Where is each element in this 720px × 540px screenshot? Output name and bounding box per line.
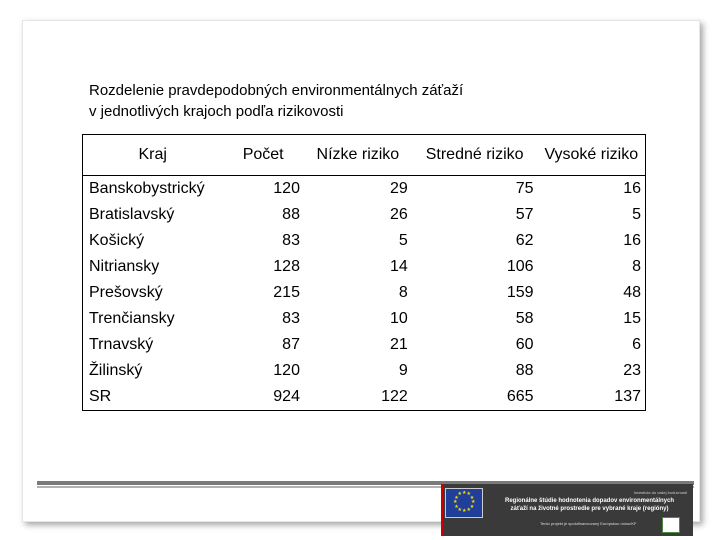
table-cell: 58 (515, 310, 534, 327)
table-cell: 57 (515, 206, 534, 223)
table-row (83, 384, 646, 411)
risk-table (82, 134, 646, 411)
table-cell: 26 (389, 206, 408, 223)
table-row (83, 254, 646, 280)
table-row (83, 280, 646, 306)
table-cell: 120 (273, 180, 300, 197)
table-cell: 665 (506, 388, 534, 405)
table-cell: 29 (389, 180, 408, 197)
table-header-row (83, 135, 646, 176)
table-row (83, 358, 646, 384)
table-cell: 10 (389, 310, 408, 327)
region-name: Žilinský (89, 362, 143, 379)
table-cell: 120 (273, 362, 300, 379)
table-cell: 6 (632, 336, 641, 353)
table-cell: 83 (282, 310, 300, 327)
footer-project-text (492, 489, 687, 513)
region-name: SR (89, 388, 112, 405)
table-cell: 23 (623, 362, 641, 379)
footer-project-line-1: Regionálne štúdie hodnotenia dopadov environmentálnych (504, 498, 675, 504)
table-cell: 128 (273, 258, 300, 275)
title-line-1: Rozdelenie pravdepodobných environmentálnych záťaží (89, 82, 464, 99)
table-cell: 924 (273, 388, 300, 405)
table-cell: 87 (282, 336, 300, 353)
title-line-2: v jednotlivých krajoch podľa rizikovosti (89, 103, 344, 120)
table-cell: 9 (398, 362, 408, 379)
footer-note: Tento projekt je spolufinancovaný Európskou úniou/KF (540, 521, 637, 526)
table-cell: 16 (623, 180, 641, 197)
table-cell: 5 (632, 206, 641, 223)
table-cell: 137 (614, 388, 641, 405)
table-cell: 5 (398, 232, 408, 249)
table-cell: 8 (398, 284, 408, 301)
header-nizke: Nízke riziko (304, 135, 412, 176)
slide-title (89, 80, 463, 122)
region-name: Trenčiansky (89, 310, 175, 327)
header-vysoke: Vysoké riziko (538, 135, 646, 176)
table-cell: 75 (515, 180, 534, 197)
table-cell: 15 (623, 310, 641, 327)
table-cell: 60 (515, 336, 534, 353)
table-cell: 122 (381, 388, 408, 405)
table-row (83, 228, 646, 254)
header-pocet: Počet (222, 135, 304, 176)
region-name: Trnavský (89, 336, 154, 353)
table-cell: 14 (389, 258, 408, 275)
table-cell: 8 (632, 258, 641, 275)
region-name: Nitriansky (89, 258, 160, 275)
table-row (83, 202, 646, 228)
table-cell: 159 (506, 284, 534, 301)
eu-flag-icon: ★ ★ ★ ★ ★ ★ ★ ★ ★ ★ ★ ★ (445, 488, 483, 518)
region-name: Bratislavský (89, 206, 175, 223)
table-cell: 88 (282, 206, 300, 223)
region-name: Košický (89, 232, 145, 249)
table-row (83, 176, 646, 203)
table-cell: 88 (515, 362, 534, 379)
table-cell: 215 (273, 284, 300, 301)
header-stredne: Stredné riziko (412, 135, 538, 176)
table-row (83, 306, 646, 332)
table-cell: 16 (623, 232, 641, 249)
table-row (83, 332, 646, 358)
table-cell: 21 (389, 336, 408, 353)
footer-project-line-2: záťaží na životné prostredie pre vybrané kraje (regióny) (510, 506, 669, 512)
table-cell: 106 (506, 258, 534, 275)
header-kraj: Kraj (83, 135, 223, 176)
partner-logo-icon (662, 517, 680, 533)
region-name: Prešovský (89, 284, 163, 301)
table-cell: 62 (515, 232, 534, 249)
table-cell: 48 (623, 284, 641, 301)
region-name: Banskobystrický (89, 180, 205, 197)
footer-tagline: Investícia do vašej budúcnosti (633, 490, 687, 495)
table-cell: 83 (282, 232, 300, 249)
